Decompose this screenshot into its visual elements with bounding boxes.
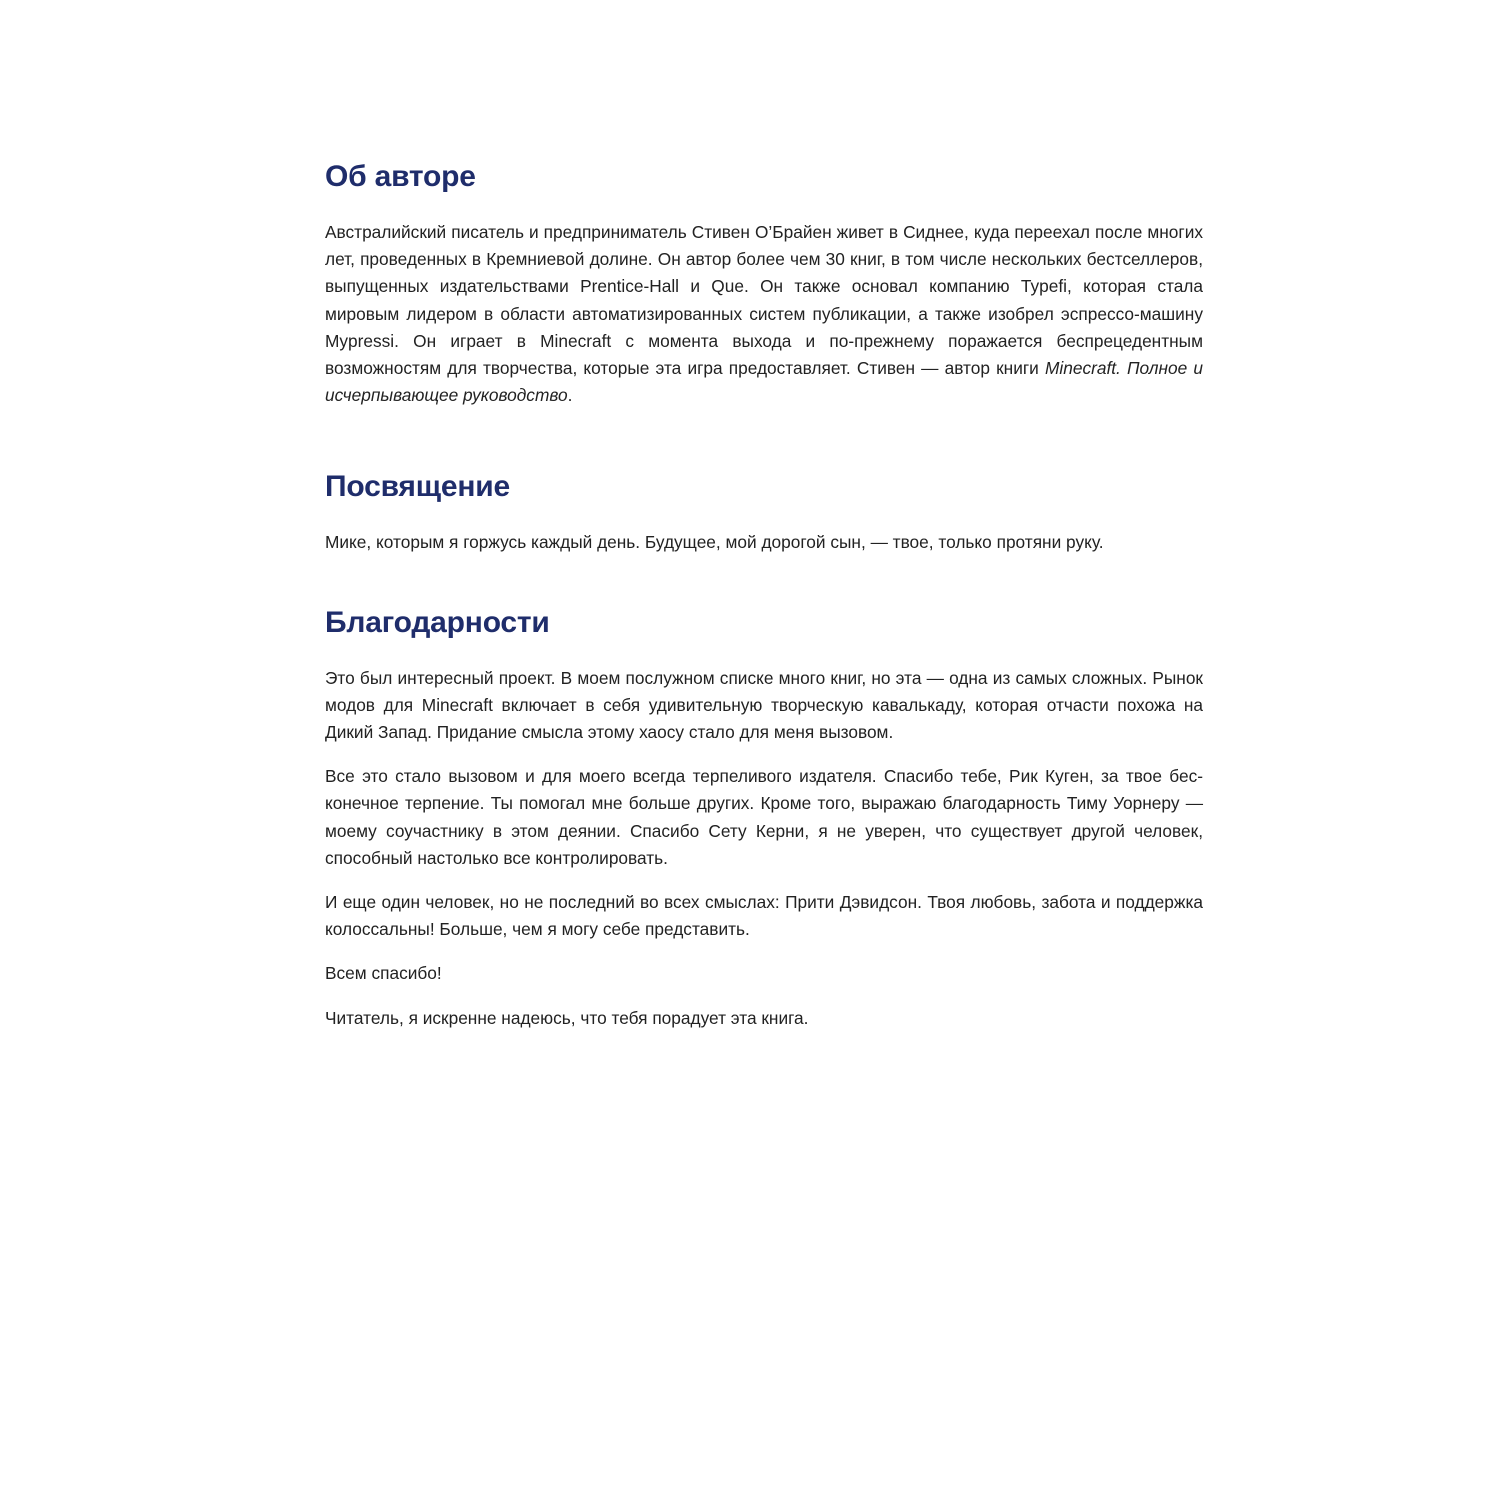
dedication-paragraph: Мике, которым я горжусь каждый день. Будущее, мой дорогой сын, — твое, только протяни руку. <box>325 532 1104 553</box>
about-author-text-end: . <box>567 385 573 406</box>
acknowledgements-paragraph-5: Читатель, я искренне надеюсь, что тебя порадует эта книга. <box>325 1007 809 1028</box>
section-acknowledgements <box>325 601 1203 1032</box>
section-about-author <box>325 155 1203 409</box>
section-dedication <box>325 465 1203 556</box>
about-author-heading: Об авторе <box>325 160 476 193</box>
acknowledgements-paragraph-1: Это был интересный проект. В моем послужном списке много книг, но эта — одна из самых сложных. Рынок модов для Minecraft включает в себя удивительную творческую кавалькаду, которая отчасти похожа на Дикий Запад. Придание смысла этому хаосу стало для меня вызовом. <box>325 667 1203 743</box>
book-page <box>325 155 1203 1088</box>
about-author-text: Австралийский писатель и предприниматель Стивен О’Брайен живет в Сиднее, куда переехал после многих лет, проведенных в Кремниевой долине. Он автор более чем 30 книг, в том числе нескольких бестселлеров, выпущенных издательствами Prentice-Hall и Que. Он также основал компанию Typefi, которая стала мировым лидером в области автоматизированных систем публикации, а также изобрел эспрессо-машину Mypressi. Он играет в Minecraft с момента выхода и по-прежнему поражается беспрецедентным возможностям для творчества, которые эта игра предоставляет. Стивен — автор книги <box>325 222 1203 379</box>
acknowledgements-heading: Благодарности <box>325 605 550 639</box>
dedication-heading: Посвящение <box>325 470 510 504</box>
about-author-paragraph <box>325 219 1203 409</box>
about-author-book-title: Minecraft. Полное и исчерпывающее руководство <box>325 358 1203 406</box>
acknowledgements-paragraph-2: Все это стало вызовом и для моего всегда терпеливого издателя. Спасибо тебе, Рик Куген, за твое бесконечное терпение. Ты помогал мне больше других. Кроме того, выражаю благодарность Тиму Уорнеру — моему соучастнику в этом деянии. Спасибо Сету Керни, я не уверен, что существует другой человек, способный настолько все контролировать. <box>325 766 1203 868</box>
acknowledgements-paragraph-4: Всем спасибо! <box>325 963 442 984</box>
acknowledgements-paragraph-3: И еще один человек, но не последний во всех смыслах: Прити Дэвидсон. Твоя любовь, забота и поддержка колоссальны! Больше, чем я могу себе представить. <box>325 892 1203 940</box>
